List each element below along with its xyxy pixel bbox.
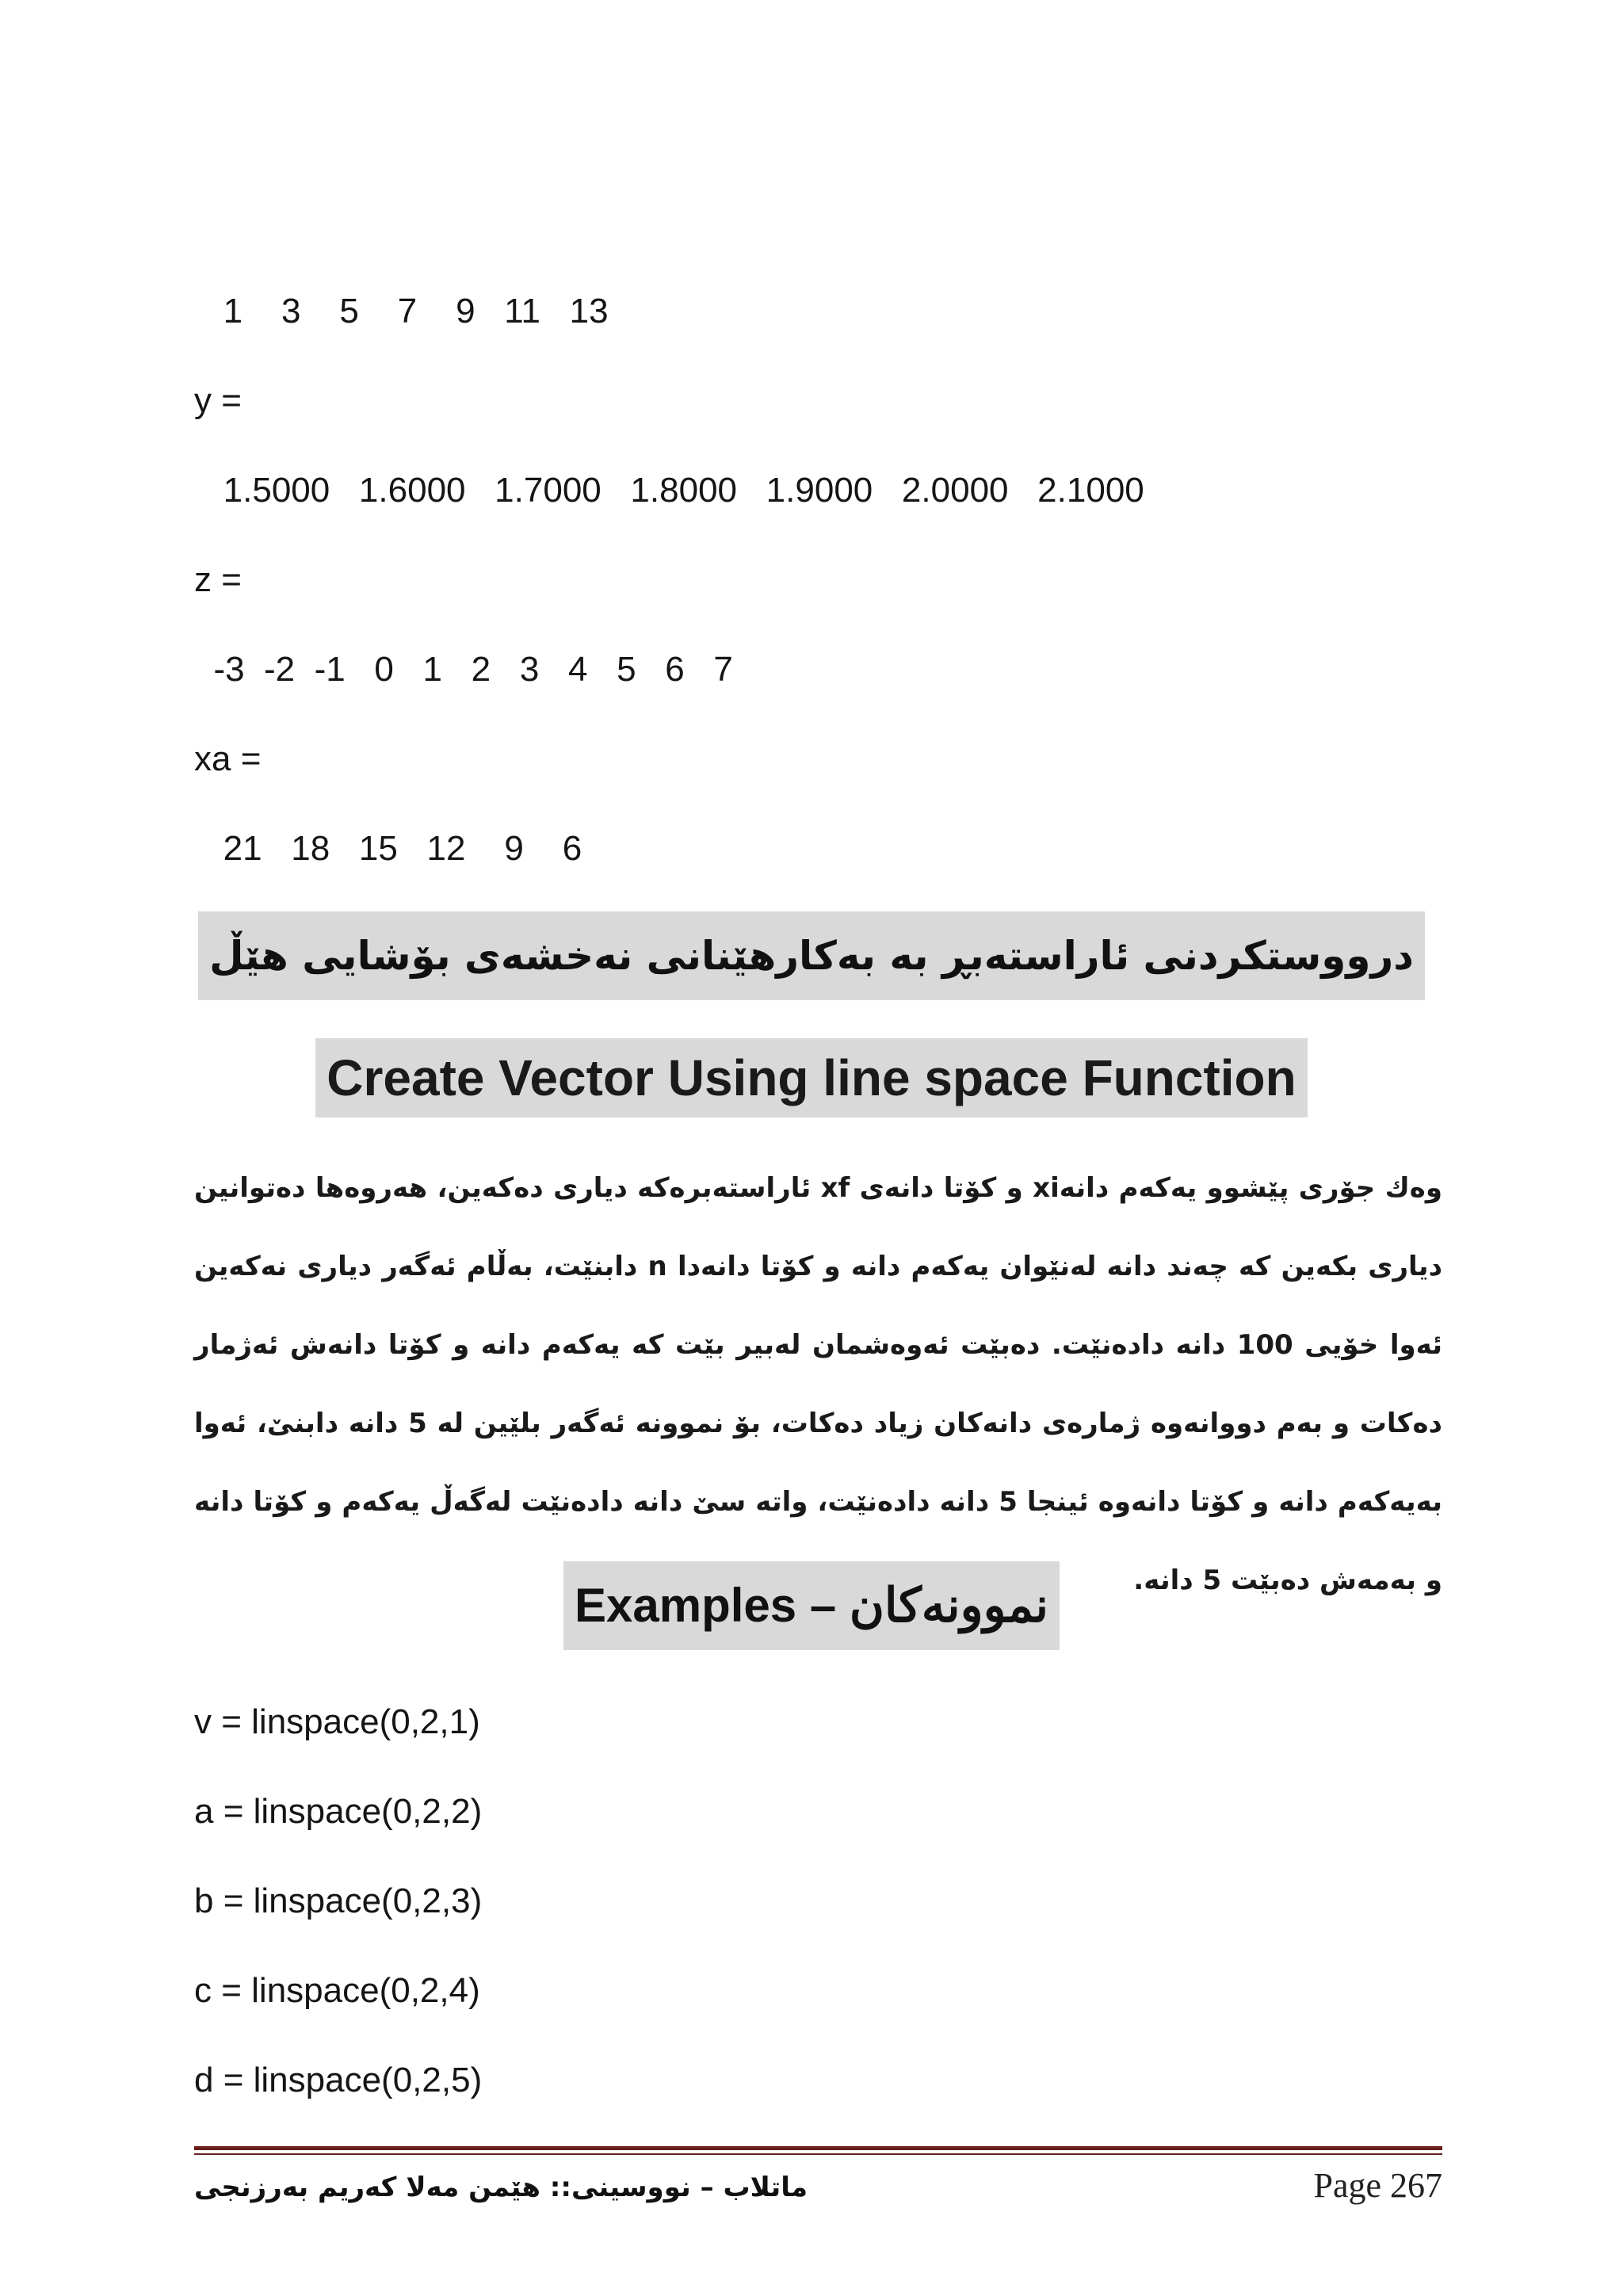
example-line: d = linspace(0,2,5) — [194, 2061, 483, 2099]
footer-page-number: Page 267 — [1313, 2166, 1442, 2205]
footer-author: ماتلاب – نووسینی:: هێمن مەلا کەریم بەرزنجی — [194, 2172, 808, 2203]
xa-output-values: 21 18 15 12 9 6 — [194, 829, 582, 868]
footer-rule-thin — [194, 2153, 1442, 2155]
examples-heading — [0, 1561, 1623, 1650]
example-line: a = linspace(0,2,2) — [194, 1792, 483, 1831]
example-line: c = linspace(0,2,4) — [194, 1971, 480, 2010]
y-output-values: 1.5000 1.6000 1.7000 1.8000 1.9000 2.0000 2.1000 — [194, 471, 1144, 510]
example-line: v = linspace(0,2,1) — [194, 1702, 480, 1741]
example-line: b = linspace(0,2,3) — [194, 1881, 483, 1920]
y-label: y = — [194, 381, 242, 420]
z-output-values: -3 -2 -1 0 1 2 3 4 5 6 7 — [194, 650, 733, 689]
body-paragraph: وەك جۆری پێشوو یەکەم دانەxi و کۆتا دانەی xf ئاراستەبرەکە دیاری دەکەین، هەروەها دەتوانین دیاری بکەین کە چەند دانە لەنێوان یەکەم دانە و کۆتا دانەدا n دابنێت، بەڵام ئەگەر دیاری نەکەین ئەوا خۆیی 100 دانە دادەنێت. دەبێت ئەوەشمان لەبیر بێت کە یەکەم دانە و کۆتا دانەش ئەژمار دەکات و بەم دووانەوە ژمارەی دانەکان زیاد دەکات، بۆ نموونە ئەگەر بلێین لە 5 دانە دابنێ، ئەوا بەیەکەم دانە و کۆتا دانەوە ئینجا 5 دانە دادەنێت، واتە سێ دانە دادەنێت لەگەڵ یەکەم و کۆتا دانە و بەمەش دەبێت 5 دانە. — [194, 1172, 1443, 1596]
footer-rule-thick — [194, 2146, 1442, 2150]
vector-output-values: 1 3 5 7 9 11 13 — [194, 292, 609, 330]
z-label: z = — [194, 560, 242, 599]
xa-label: xa = — [194, 739, 262, 778]
section-heading-kurdish-text: درووستکردنی ئاراستەبڕ بە بەکارهێنانی نەخشەی بۆشایی هێڵ — [198, 911, 1425, 1000]
section-heading-kurdish — [0, 911, 1623, 1000]
examples-heading-text: Examples – نموونەکان — [563, 1561, 1060, 1650]
section-heading-english — [0, 1038, 1623, 1117]
section-heading-english-text: Create Vector Using line space Function — [315, 1038, 1307, 1117]
